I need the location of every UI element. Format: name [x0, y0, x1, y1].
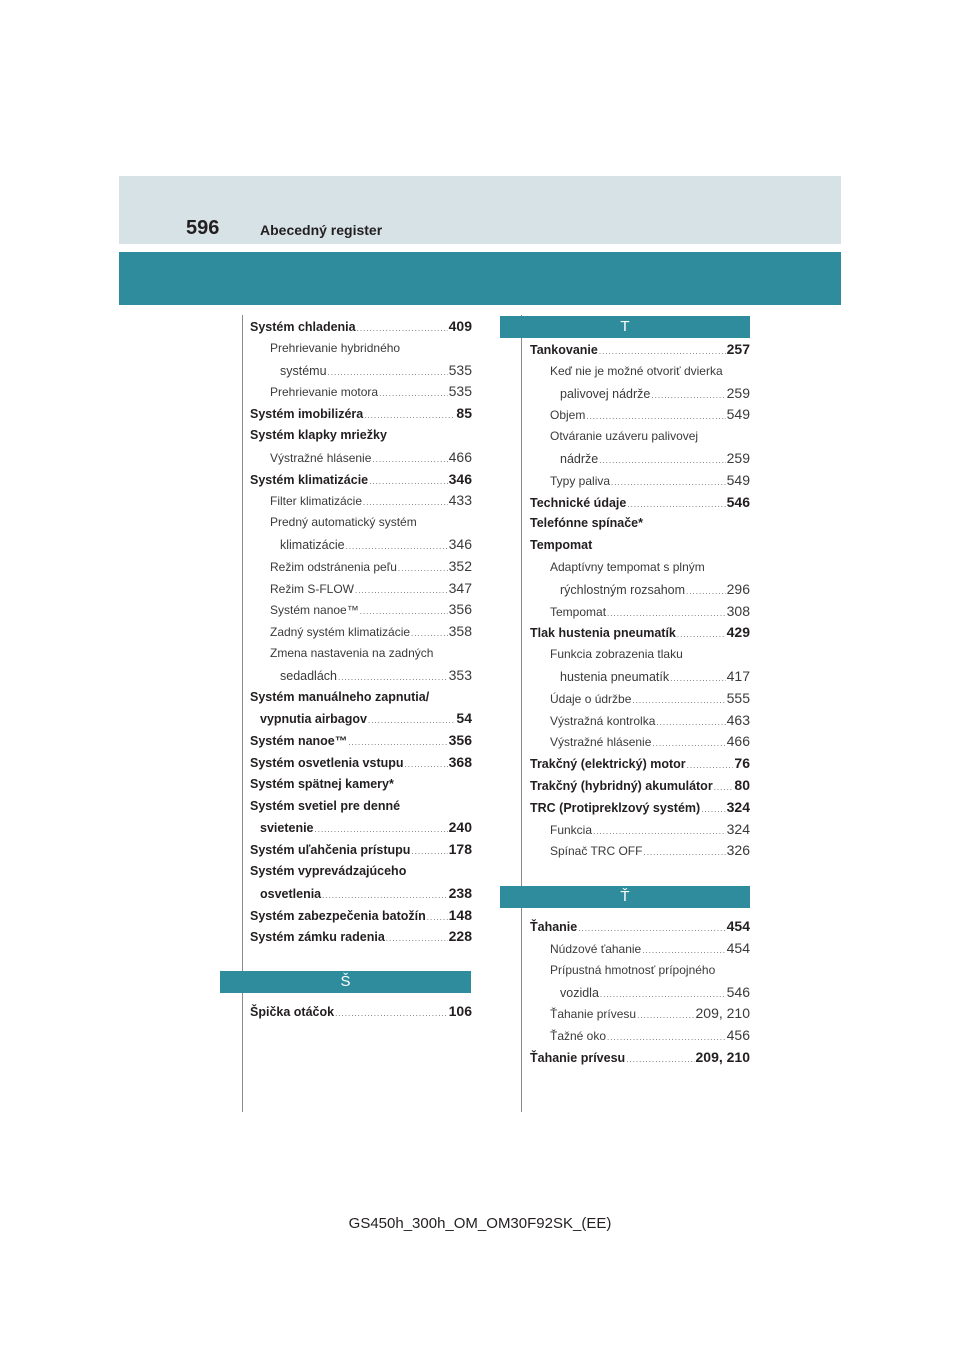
index-entry	[250, 469, 472, 491]
dot-leader	[607, 1027, 726, 1049]
dot-leader	[315, 819, 448, 841]
dot-leader	[670, 668, 726, 690]
index-entry-label: Systém imobilizéra	[250, 407, 364, 422]
dot-leader	[368, 710, 455, 732]
dot-leader	[346, 536, 448, 558]
index-entry-label: Výstražné hlásenie	[550, 735, 652, 750]
index-entry-label: systému	[280, 363, 327, 378]
index-entry-label: Tempomat	[550, 604, 607, 619]
index-entry-label: klimatizácie	[280, 537, 345, 552]
index-entry	[530, 840, 750, 862]
index-entry-page: 308	[726, 602, 750, 619]
index-entry-page: 456	[726, 1027, 750, 1044]
index-entry-label: Systém zámku radenia	[250, 930, 385, 945]
dot-leader	[372, 449, 447, 471]
left-index-column	[250, 316, 472, 1023]
index-entry	[530, 383, 750, 405]
dot-leader	[632, 690, 725, 712]
index-entry-label: Ťahanie prívesu	[530, 1050, 626, 1065]
section-letter-s-caron: Š	[220, 971, 471, 993]
dot-leader	[656, 712, 725, 734]
index-entry	[530, 797, 750, 819]
index-entry-page: 368	[448, 753, 472, 770]
index-heading-line: Systém spätnej kamery*	[250, 776, 394, 791]
dot-leader	[652, 733, 725, 755]
index-heading-line: Adaptívny tempomat s plným	[550, 559, 705, 574]
index-heading-line: Zmena nastavenia na zadných	[270, 645, 434, 660]
index-entry	[250, 752, 472, 774]
index-entry-page: 417	[726, 667, 750, 684]
index-entry-label: Systém zabezpečenia batožín	[250, 908, 426, 923]
dot-leader	[363, 492, 448, 514]
dot-leader	[637, 1005, 694, 1027]
index-entry	[530, 819, 750, 841]
index-entry-label: osvetlenia	[260, 886, 322, 901]
index-entry	[250, 883, 472, 905]
dot-leader	[600, 984, 726, 1006]
index-entry	[530, 731, 750, 753]
index-entry	[530, 448, 750, 470]
index-entry-page: 535	[448, 383, 472, 400]
index-entry-page: 346	[448, 470, 472, 487]
index-entry-page: 257	[726, 341, 750, 357]
index-entry-label: svietenie	[260, 821, 314, 836]
index-entry-page: 259	[726, 449, 750, 466]
index-entry-page: 429	[726, 624, 750, 641]
index-entry-label: Špička otáčok	[250, 1005, 335, 1020]
index-entry	[530, 470, 750, 492]
dot-leader	[427, 907, 448, 929]
index-entry-label: Systém chladenia	[250, 320, 356, 334]
index-entry	[250, 578, 472, 600]
index-entry	[530, 404, 750, 426]
index-entry-page: 228	[448, 928, 472, 945]
index-entry	[250, 556, 472, 578]
dot-leader	[677, 624, 726, 646]
dot-leader	[322, 885, 448, 907]
dot-leader	[348, 732, 447, 754]
index-entry	[250, 905, 472, 927]
index-heading-line: Telefónne spínače*	[530, 516, 643, 531]
index-entry	[250, 599, 472, 621]
index-entry	[250, 403, 472, 425]
index-entry-label: rýchlostným rozsahom	[560, 582, 686, 597]
dot-leader	[405, 754, 448, 776]
index-entry-page: 466	[448, 448, 472, 465]
index-entry-label: Režim odstránenia peľu	[270, 559, 397, 574]
index-entry-page: 347	[448, 579, 472, 596]
index-entry-label: Tlak hustenia pneumatík	[530, 626, 676, 641]
index-entry-page: 106	[448, 1003, 472, 1020]
dot-leader	[607, 603, 726, 625]
dot-leader	[355, 580, 448, 602]
dot-leader	[642, 940, 725, 962]
index-entry-page: 148	[448, 906, 472, 923]
index-entry	[250, 665, 472, 687]
left-section-entries	[250, 1001, 472, 1023]
index-heading-line: Systém svetiel pre denné	[250, 798, 401, 813]
index-heading-line: Keď nie je možné otvoriť dvierka	[550, 363, 723, 378]
index-entry	[530, 579, 750, 601]
index-entry	[250, 926, 472, 948]
index-entry-page: 409	[448, 318, 472, 334]
dot-leader	[360, 601, 448, 623]
index-entry-label: nádrže	[560, 451, 599, 466]
index-entry-page: 555	[726, 689, 750, 706]
index-entry-page: 326	[726, 842, 750, 859]
index-entry	[530, 1003, 750, 1025]
index-entry-page: 240	[448, 819, 472, 836]
index-entry	[530, 1025, 750, 1047]
index-entry	[250, 817, 472, 839]
index-entry-page: 76	[734, 755, 750, 772]
index-entry-page: 466	[726, 733, 750, 750]
index-entry-page: 296	[726, 580, 750, 597]
index-entry-label: Trakčný (elektrický) motor	[530, 757, 686, 772]
index-entry	[530, 982, 750, 1004]
index-entry-page: 546	[726, 493, 750, 510]
index-entry-page: 259	[726, 384, 750, 401]
middle-column-rule	[521, 315, 522, 1112]
index-entry-label: Tankovanie	[530, 343, 598, 357]
index-entry-label: Filter klimatizácie	[270, 494, 363, 509]
index-entry-label: Údaje o údržbe	[550, 691, 632, 706]
index-entry	[530, 938, 750, 960]
index-entry	[250, 1001, 472, 1023]
index-entry	[250, 360, 472, 382]
right-index-column	[530, 316, 750, 1069]
index-entry-label: Výstražná kontrolka	[550, 713, 656, 728]
index-heading-line: Systém vyprevádzajúceho	[250, 863, 407, 878]
header-band-top	[119, 176, 841, 244]
index-entry-label: palivovej nádrže	[560, 386, 651, 401]
index-heading-line: Prehrievanie hybridného	[270, 340, 401, 355]
index-entry-page: 433	[448, 492, 472, 509]
index-entry-label: sedadlách	[280, 668, 337, 683]
dot-leader	[593, 821, 726, 843]
index-entry-label: Núdzové ťahanie	[550, 941, 642, 956]
index-entry	[530, 916, 750, 938]
index-entry	[530, 339, 750, 361]
index-entry-label: Objem	[550, 408, 586, 423]
index-entry	[250, 447, 472, 469]
dot-leader	[714, 777, 734, 799]
index-entry-page: 356	[448, 732, 472, 749]
index-entry	[250, 621, 472, 643]
dot-leader	[369, 471, 448, 493]
index-heading-line: Otváranie uzáveru palivovej	[550, 429, 699, 444]
index-entry-label: Trakčný (hybridný) akumulátor	[530, 778, 713, 793]
index-entry	[250, 490, 472, 512]
index-entry	[530, 622, 750, 644]
index-entry-label: Ťahanie	[530, 920, 578, 935]
index-entry-label: Systém osvetlenia vstupu	[250, 755, 404, 770]
index-entry-page: 454	[726, 939, 750, 956]
index-entry-page: 209, 210	[695, 1005, 750, 1022]
dot-leader	[651, 385, 725, 407]
index-entry-label: Typy paliva	[550, 473, 611, 488]
dot-leader	[328, 362, 448, 384]
dot-leader	[627, 494, 725, 516]
index-entry-label: Režim S-FLOW	[270, 581, 354, 596]
index-entry-label: Prehrievanie motora	[270, 385, 379, 400]
index-entry-page: 546	[726, 983, 750, 1000]
t-caron-entries	[530, 916, 750, 1069]
dot-leader	[357, 318, 448, 340]
index-entry	[530, 710, 750, 732]
index-entry-page: 346	[448, 535, 472, 552]
index-heading-line: Tempomat	[530, 538, 593, 553]
index-entry	[250, 708, 472, 730]
index-entry-page: 178	[448, 841, 472, 858]
index-heading-line: Predný automatický systém	[270, 515, 417, 530]
index-entry-label: vozidla	[560, 985, 599, 1000]
index-entry-page: 549	[726, 471, 750, 488]
left-entries	[250, 316, 472, 948]
index-entry-label: Funkcia	[550, 822, 593, 837]
dot-leader	[701, 799, 725, 821]
index-entry	[530, 775, 750, 797]
dot-leader	[599, 341, 726, 363]
index-entry-label: Technické údaje	[530, 495, 627, 510]
dot-leader	[386, 928, 448, 950]
page-title: Abecedný register	[260, 222, 383, 238]
index-entry-page: 358	[448, 623, 472, 640]
index-entry-label: Spínač TRC OFF	[550, 844, 643, 859]
dot-leader	[611, 472, 726, 494]
index-entry-label: Ťahanie prívesu	[550, 1007, 637, 1022]
dot-leader	[338, 667, 448, 689]
dot-leader	[586, 406, 725, 428]
index-entry-page: 80	[734, 776, 750, 793]
dot-leader	[643, 842, 725, 864]
index-entry-label: Ťažné oko	[550, 1029, 607, 1044]
dot-leader	[578, 918, 725, 940]
index-entry-page: 356	[448, 601, 472, 618]
index-entry	[530, 601, 750, 623]
index-entry-label: hustenia pneumatík	[560, 669, 670, 684]
index-entry-page: 324	[726, 820, 750, 837]
index-entry-label: Systém nanoe™	[270, 603, 359, 618]
index-entry-label: Výstražné hlásenie	[270, 450, 372, 465]
index-entry-label: Systém nanoe™	[250, 734, 348, 749]
dot-leader	[687, 755, 734, 777]
index-entry-page: 238	[448, 884, 472, 901]
index-entry-page: 353	[448, 666, 472, 683]
index-entry-page: 54	[456, 710, 472, 727]
index-heading-line: Prípustná hmotnosť prípojného	[550, 962, 716, 977]
dot-leader	[335, 1003, 448, 1025]
index-entry-page: 209, 210	[695, 1048, 750, 1065]
index-heading-line: Funkcia zobrazenia tlaku	[550, 647, 683, 662]
dot-leader	[379, 383, 448, 405]
index-entry-page: 535	[448, 361, 472, 378]
index-entry-label: Systém klimatizácie	[250, 472, 369, 487]
dot-leader	[411, 841, 447, 863]
index-entry	[250, 316, 472, 338]
index-heading-line: Systém klapky mriežky	[250, 427, 387, 442]
index-entry-label: Zadný systém klimatizácie	[270, 625, 411, 640]
index-entry-label: Systém uľahčenia prístupu	[250, 843, 411, 858]
index-entry-page: 324	[726, 798, 750, 815]
index-entry-page: 463	[726, 711, 750, 728]
t-entries	[530, 339, 750, 862]
index-entry-page: 454	[726, 918, 750, 935]
index-entry-page: 549	[726, 406, 750, 423]
header-band-bottom	[119, 252, 841, 305]
dot-leader	[686, 581, 726, 603]
page-number: 596	[186, 217, 220, 239]
index-entry	[530, 666, 750, 688]
index-entry	[250, 730, 472, 752]
index-entry	[250, 381, 472, 403]
index-heading-line: Systém manuálneho zapnutia/	[250, 689, 430, 704]
index-entry-label: TRC (Protipreklzový systém)	[530, 800, 701, 815]
dot-leader	[364, 405, 455, 427]
index-entry-label: vypnutia airbagov	[260, 712, 367, 727]
section-letter-t-caron: Ť	[500, 886, 750, 908]
document-code-footer: GS450h_300h_OM_OM30F92SK_(EE)	[348, 1215, 612, 1232]
index-entry	[530, 688, 750, 710]
index-entry	[530, 1047, 750, 1069]
dot-leader	[398, 558, 448, 580]
index-entry	[250, 534, 472, 556]
index-entry	[530, 753, 750, 775]
index-entry-page: 85	[456, 405, 472, 422]
section-letter-t: T	[500, 316, 750, 338]
index-entry	[250, 839, 472, 861]
dot-leader	[599, 450, 725, 472]
index-entry-page: 352	[448, 557, 472, 574]
dot-leader	[411, 623, 448, 645]
dot-leader	[626, 1049, 694, 1071]
index-entry	[530, 492, 750, 514]
